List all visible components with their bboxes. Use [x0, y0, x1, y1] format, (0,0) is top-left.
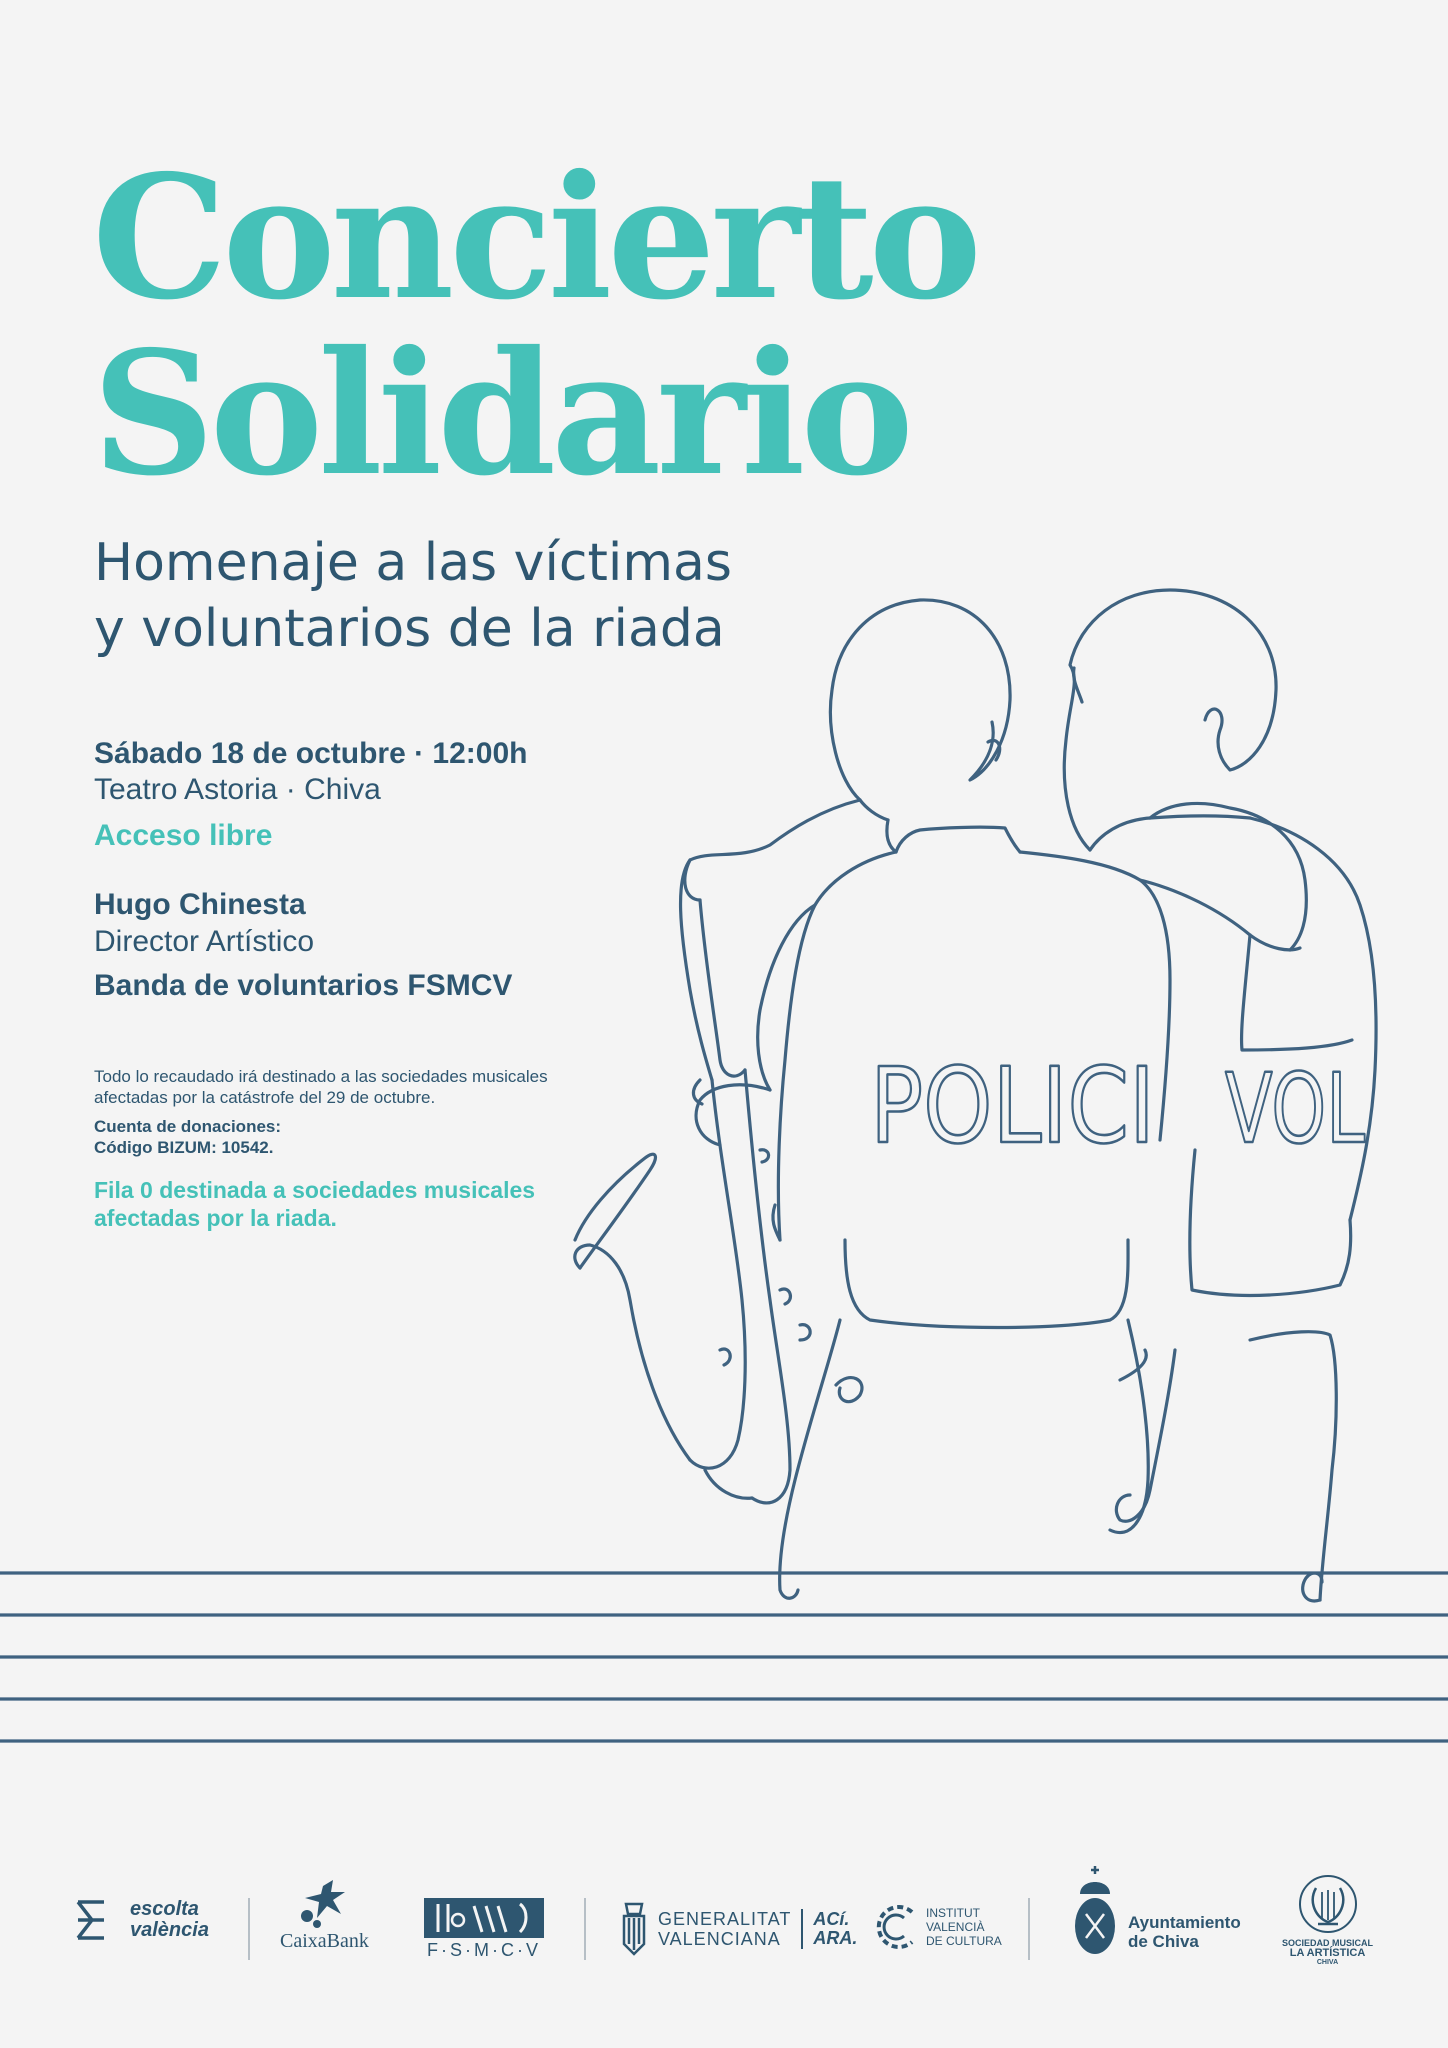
event-access: Acceso libre — [94, 819, 273, 852]
logo-divider — [248, 1898, 250, 1960]
music-staff-lines — [0, 1573, 1448, 1741]
logo-fsmcv — [424, 1898, 544, 1961]
sponsor-logos — [0, 1850, 1448, 1970]
ivc-line-2: VALENCIÀ — [926, 1920, 985, 1934]
donation-bizum: Código BIZUM: 10542. — [94, 1138, 274, 1157]
artistica-line-2: LA ARTÍSTICA — [1289, 1947, 1366, 1959]
generalitat-divider — [801, 1909, 803, 1949]
donation-description: Todo lo recaudado irá destinado a las sociedades musicales afectadas por la catástrofe del 29 de octubre. — [94, 1067, 548, 1107]
logo-escolta-valencia — [74, 1898, 209, 1942]
generalitat-line-2: VALENCIANA — [658, 1929, 781, 1949]
escolta-line-1: escolta — [130, 1898, 199, 1920]
caixabank-name: CaixaBank — [280, 1930, 369, 1952]
shirt-lettering-left: POLICI — [870, 1045, 1155, 1167]
lyre-emblem-icon — [1296, 1872, 1360, 1936]
caixabank-star-icon — [293, 1878, 355, 1930]
band-name: Banda de voluntarios FSMCV — [94, 969, 513, 1002]
generalitat-line-1: GENERALITAT — [658, 1909, 792, 1929]
logo-institut-valencia-cultura — [872, 1902, 1002, 1952]
fsmcv-emblem-icon — [424, 1898, 544, 1938]
logo-divider — [1028, 1898, 1030, 1960]
artistica-line-1: SOCIEDAD MUSICAL — [1282, 1938, 1374, 1948]
subtitle-line-1: Homenaje a las víctimas — [94, 533, 732, 593]
fila-line-2: afectadas por la riada. — [94, 1205, 337, 1231]
aciara-line-1: ACí. — [813, 1909, 850, 1929]
aciara-line-2: ARA. — [813, 1928, 858, 1948]
escolta-mark-icon — [74, 1898, 110, 1942]
artistica-line-3: CHIVA — [1316, 1959, 1339, 1966]
title-line-1: Concierto — [92, 138, 978, 338]
ivc-line-3: DE CULTURA — [926, 1934, 1002, 1948]
subtitle-line-2: y voluntarios de la riada — [94, 599, 725, 659]
ivc-line-1: INSTITUT — [926, 1906, 980, 1920]
logo-generalitat-valenciana — [620, 1900, 857, 1958]
fila-line-1: Fila 0 destinada a sociedades musicales — [94, 1177, 536, 1203]
shirt-lettering-right: VOL — [1225, 1053, 1365, 1165]
chiva-coat-of-arms-icon — [1072, 1864, 1118, 1960]
title-line-2: Solidario — [92, 314, 909, 514]
logo-ayuntamiento-chiva — [1072, 1864, 1241, 1960]
ivc-mark-icon — [872, 1902, 918, 1952]
logo-la-artistica — [1282, 1872, 1373, 1968]
event-date-time: Sábado 18 de octubre · 12:00h — [94, 737, 528, 770]
generalitat-coat-of-arms-icon — [620, 1900, 648, 1958]
fsmcv-name: F·S·M·C·V — [427, 1940, 541, 1960]
director-role: Director Artístico — [94, 925, 315, 958]
chiva-line-2: de Chiva — [1128, 1932, 1199, 1951]
logo-divider — [584, 1898, 586, 1960]
chiva-line-1: Ayuntamiento — [1128, 1913, 1241, 1932]
escolta-line-2: valència — [130, 1919, 209, 1941]
director-name: Hugo Chinesta — [94, 888, 306, 921]
donation-account-label: Cuenta de donaciones: — [94, 1117, 282, 1136]
event-venue: Teatro Astoria · Chiva — [94, 773, 381, 806]
logo-caixabank — [280, 1878, 369, 1953]
